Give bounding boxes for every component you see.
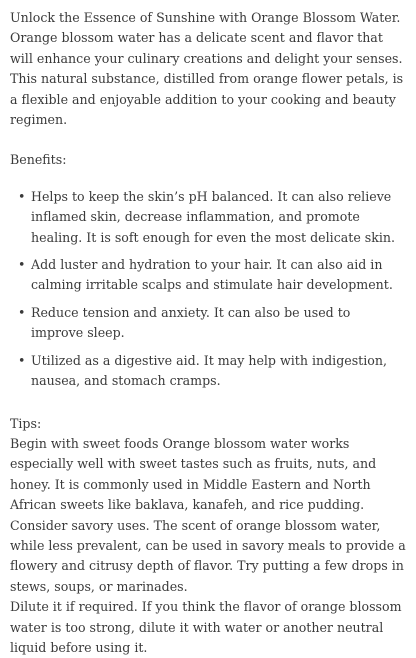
- tip-paragraph: Dilute it if required. If you think the flavor of orange blossom water is too strong, dilute it with water or another neutral liquid before using it.: [10, 599, 402, 655]
- bullet-icon: •: [18, 188, 26, 204]
- benefit-text: Utilized as a digestive aid. It may help with indigestion, nausea, and stomach cramps.: [31, 352, 387, 389]
- benefit-text: Reduce tension and anxiety. It can also be used to improve sleep.: [31, 304, 351, 341]
- tip-paragraph: Begin with sweet foods Orange blossom water works especially well with sweet tastes such as fruits, nuts, and honey. It is commonly used in Middle Eastern and North African sweets like baklava, kanafeh, and rice pudding.: [10, 435, 377, 513]
- intro-paragraph: Unlock the Essence of Sunshine with Orange Blossom Water. Orange blossom water has a delicate scent and flavor that will enhance your culinary creations and delight your senses. This natural substance, distilled from orange flower petals, is a flexible and enjoyable addition to your cooking and beauty regimen.: [10, 10, 404, 128]
- list-item: [18, 351, 406, 392]
- list-item: [18, 187, 406, 248]
- list-item: [18, 255, 406, 296]
- benefit-text: Helps to keep the skin’s pH balanced. It can also relieve inflamed skin, decrease inflammation, and promote healing. It is soft enough for even the most delicate skin.: [31, 188, 396, 245]
- bullet-icon: •: [18, 304, 26, 320]
- benefits-list: [10, 187, 406, 392]
- benefit-text: Add luster and hydration to your hair. It can also aid in calming irritable scalps and stimulate hair development.: [31, 257, 393, 293]
- tips-heading: Tips:: [10, 415, 42, 431]
- tip-paragraph: Consider savory uses. The scent of orange blossom water, while less prevalent, can be used in savory meals to provide a flowery and citrusy depth of flavor. Try putting a few drops in stews, soups, or marinades.: [10, 517, 406, 594]
- bullet-icon: •: [18, 352, 26, 368]
- benefits-heading: Benefits:: [10, 152, 67, 168]
- bullet-icon: •: [18, 257, 26, 273]
- list-item: [18, 303, 406, 344]
